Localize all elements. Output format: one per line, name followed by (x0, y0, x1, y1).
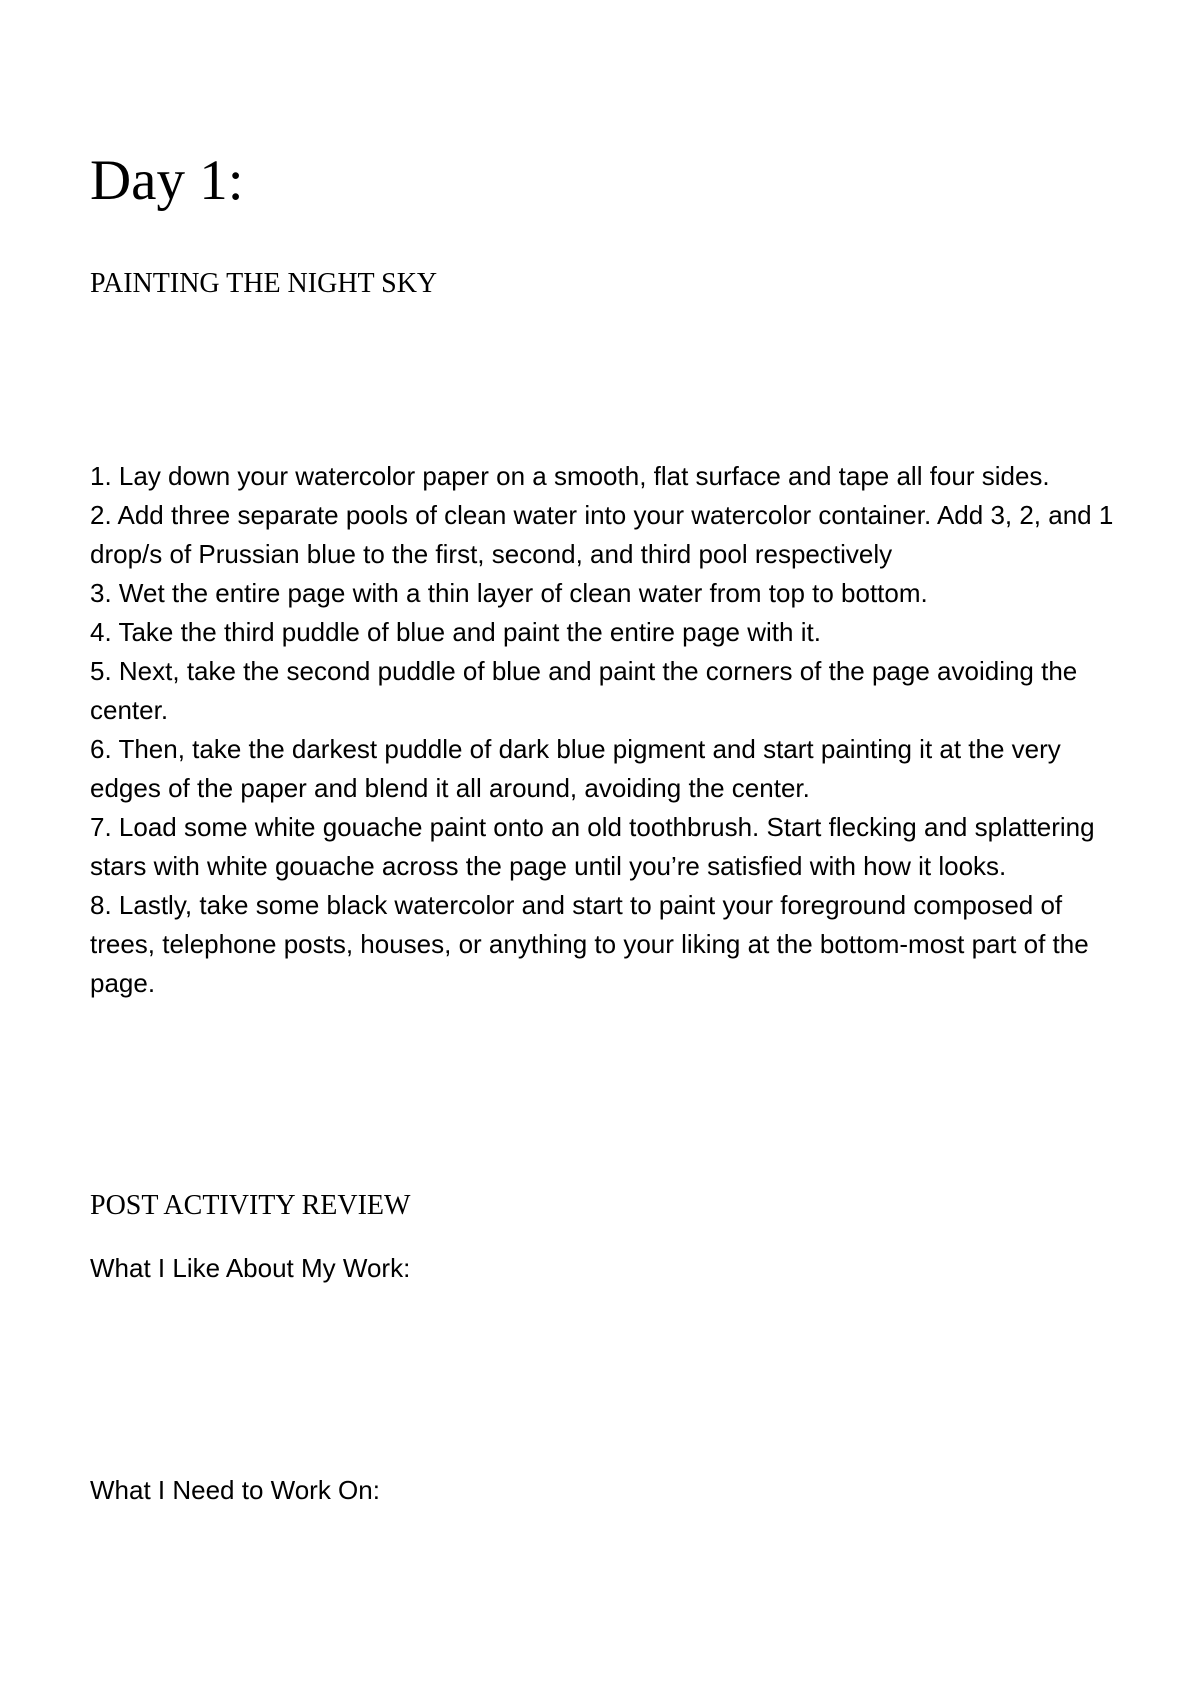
step-item: 6. Then, take the darkest puddle of dark blue pigment and start painting it at the very edges of the paper and blend it all around, avoiding the center. (90, 734, 1061, 803)
need-prompt: What I Need to Work On: (90, 1475, 380, 1505)
steps-list (90, 457, 1120, 1003)
step-item: 8. Lastly, take some black watercolor and start to paint your foreground composed of trees, telephone posts, houses, or anything to your liking at the bottom-most part of the page. (90, 890, 1089, 998)
step-item: 1. Lay down your watercolor paper on a smooth, flat surface and tape all four sides. (90, 461, 1050, 491)
activity-subtitle: PAINTING THE NIGHT SKY (90, 268, 438, 299)
like-prompt: What I Like About My Work: (90, 1253, 411, 1283)
step-item: 3. Wet the entire page with a thin layer of clean water from top to bottom. (90, 578, 928, 608)
step-item: 5. Next, take the second puddle of blue and paint the corners of the page avoiding the center. (90, 656, 1078, 725)
step-item: 7. Load some white gouache paint onto an old toothbrush. Start flecking and splattering stars with white gouache across the page until you’re satisfied with how it looks. (90, 812, 1095, 881)
day-title: Day 1: (90, 149, 244, 212)
step-item: 4. Take the third puddle of blue and paint the entire page with it. (90, 617, 821, 647)
review-title: POST ACTIVITY REVIEW (90, 1190, 411, 1221)
step-item: 2. Add three separate pools of clean water into your watercolor container. Add 3, 2, and 1 drop/s of Prussian blue to the first, second, and third pool respectively (90, 500, 1114, 569)
